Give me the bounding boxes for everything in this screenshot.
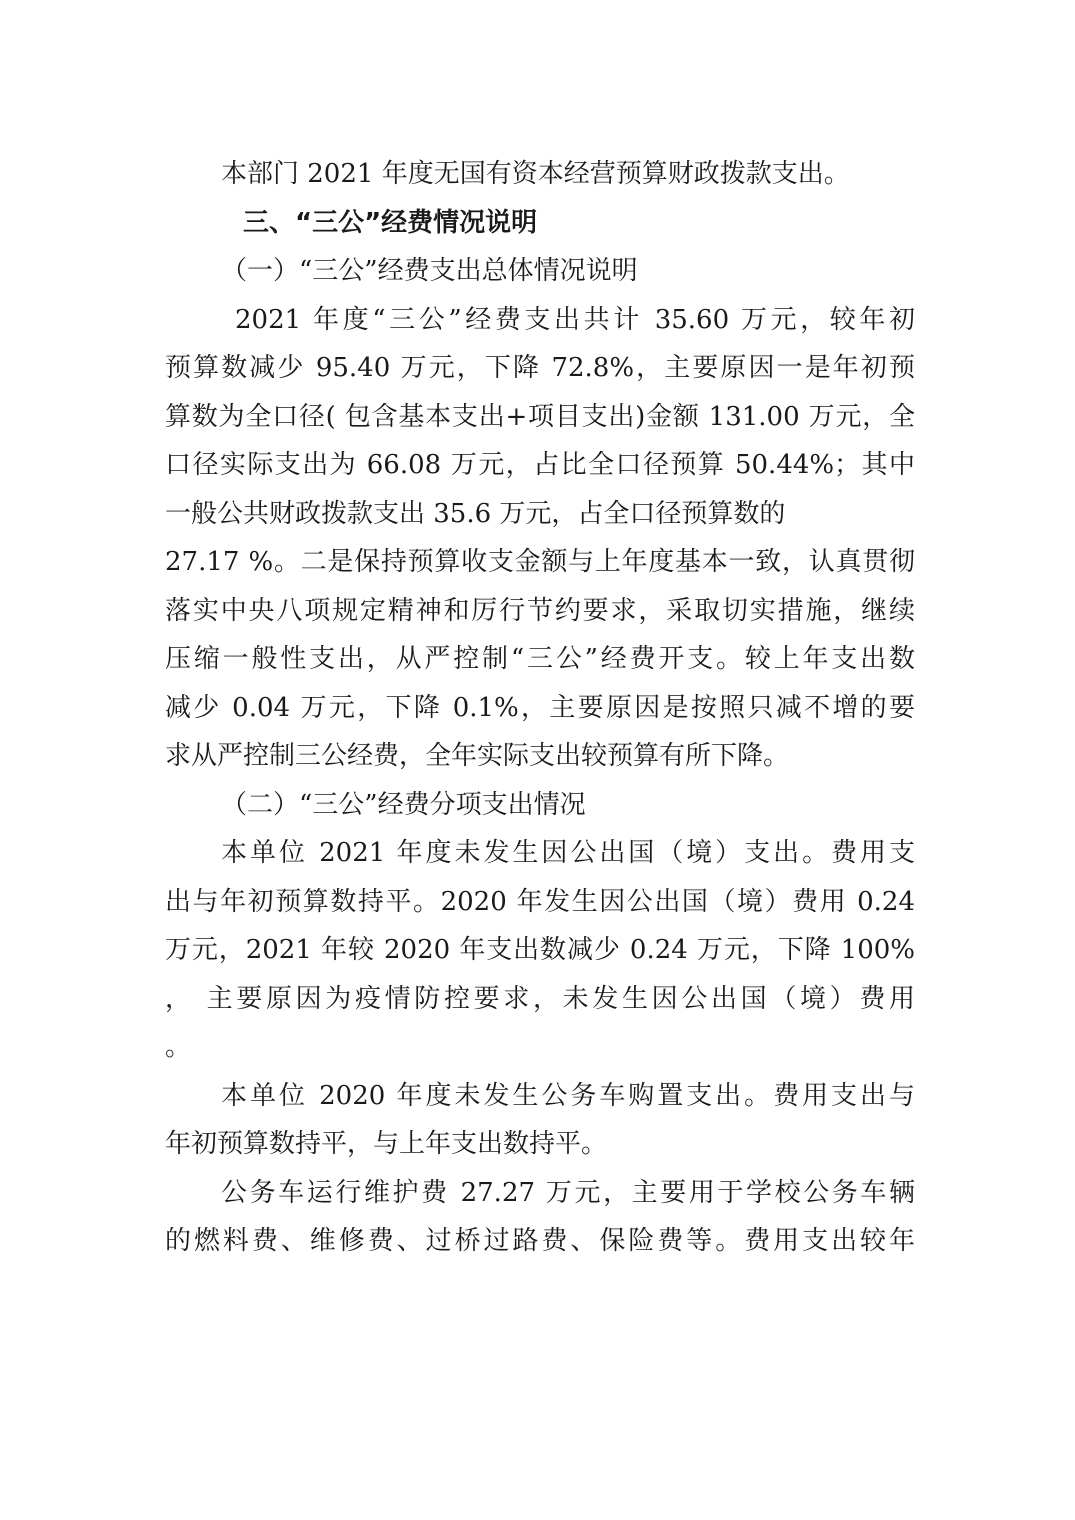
- paragraph-line: 本部门 2021 年度无国有资本经营预算财政拨款支出。: [221, 159, 850, 189]
- document-page: [165, 150, 915, 1266]
- paragraph-line: ， 主要原因为疫情防控要求，未发生因公出国（境）费用: [165, 983, 915, 1014]
- paragraph-line: 2021 年度“三公”经费支出共计 35.60 万元，较年初: [235, 304, 915, 335]
- paragraph-line: 落实中央八项规定精神和厉行节约要求，采取切实措施，继续: [165, 595, 915, 626]
- paragraph-line: 27.17 %。二是保持预算收支金额与上年度基本一致，认真贯彻: [165, 547, 915, 577]
- paragraph-line: 算数为全口径( 包含基本支出+项目支出)金额 131.00 万元，全: [165, 401, 915, 432]
- paragraph-line: 的燃料费、维修费、过桥过路费、保险费等。费用支出较年: [165, 1226, 915, 1256]
- paragraph-line: 出与年初预算数持平。2020 年发生因公出国（境）费用 0.24: [165, 886, 915, 917]
- paragraph-line: 年初预算数持平，与上年支出数持平。: [165, 1129, 608, 1159]
- paragraph-line: 口径实际支出为 66.08 万元，占比全口径预算 50.44%；其中: [165, 450, 915, 480]
- subsection-heading: （一）“三公”经费支出总体情况说明: [221, 256, 638, 286]
- paragraph-line: 减少 0.04 万元，下降 0.1%，主要原因是按照只减不增的要: [165, 692, 915, 723]
- subsection-heading: （二）“三公”经费分项支出情况: [221, 789, 586, 820]
- paragraph-line: 一般公共财政拨款支出 35.6 万元，占全口径预算数的: [165, 498, 786, 529]
- paragraph-line: 预算数减少 95.40 万元，下降 72.8%，主要原因一是年初预: [165, 353, 915, 383]
- paragraph-line: 公务车运行维护费 27.27 万元，主要用于学校公务车辆: [221, 1177, 915, 1208]
- paragraph-line: 压缩一般性支出，从严控制“三公”经费开支。较上年支出数: [165, 644, 915, 674]
- paragraph-line: 本单位 2020 年度未发生公务车购置支出。费用支出与: [221, 1080, 915, 1111]
- paragraph-line: 万元，2021 年较 2020 年支出数减少 0.24 万元，下降 100%: [165, 935, 915, 965]
- paragraph-line: 求从严控制三公经费，全年实际支出较预算有所下降。: [165, 741, 790, 771]
- paragraph-line: 本单位 2021 年度未发生因公出国（境）支出。费用支: [221, 838, 915, 868]
- paragraph-line: 。: [165, 1032, 192, 1062]
- section-heading: 三、“三公”经费情况说明: [243, 207, 538, 238]
